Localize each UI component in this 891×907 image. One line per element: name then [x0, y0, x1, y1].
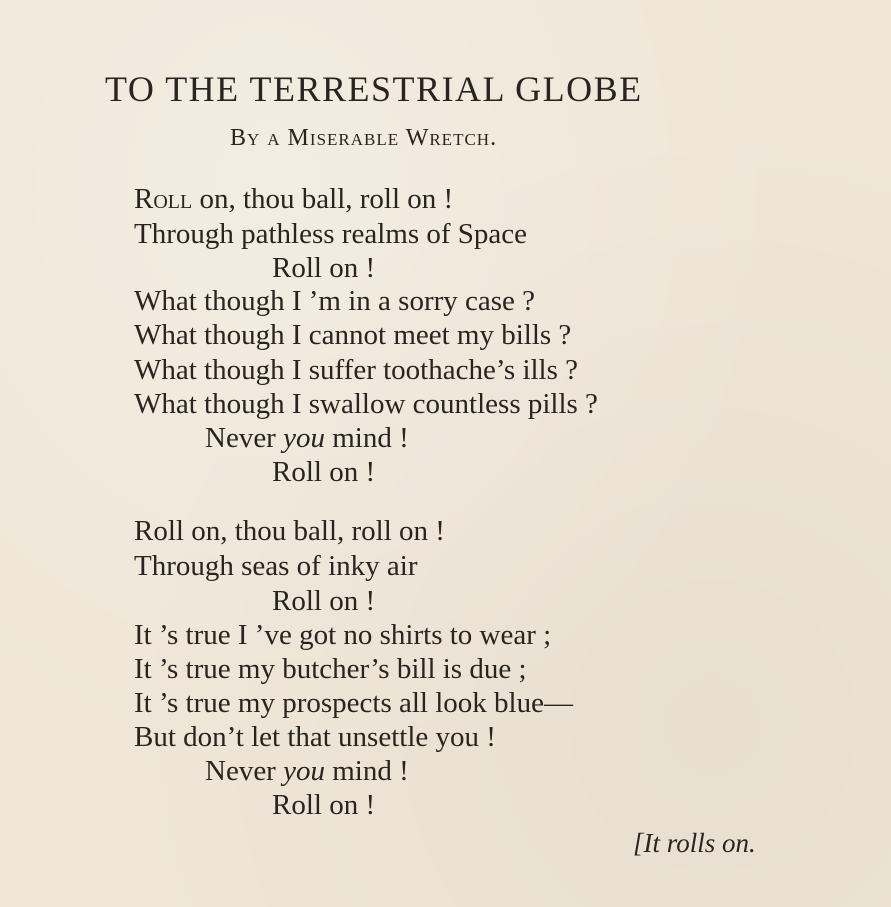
- stanza1-line4: What though I ’m in a sorry case ?: [134, 285, 536, 317]
- stanza1-line9: Roll on !: [272, 456, 376, 488]
- stanza1-line8-c: mind !: [324, 422, 409, 454]
- stanza1-line8-emphasis: you: [283, 422, 325, 454]
- stanza2-line8-c: mind !: [324, 755, 409, 787]
- stanza1-line6: What though I suffer toothache’s ills ?: [134, 354, 579, 386]
- stanza1-line2: Through pathless realms of Space: [134, 218, 528, 250]
- stanza2-line3: Roll on !: [272, 585, 376, 617]
- stanza1-line3: Roll on !: [272, 252, 376, 284]
- stanza2-line8-a: Never: [205, 755, 284, 787]
- stanza1-line1: [134, 185, 453, 214]
- stanza1-line8: [205, 424, 409, 453]
- stanza2-line6: It ’s true my prospects all look blue—: [134, 687, 573, 719]
- poem-title: TO THE TERRESTRIAL GLOBE: [105, 69, 643, 109]
- stanza1-line5: What though I cannot meet my bills ?: [134, 319, 572, 351]
- stanza2-line1: Roll on, thou ball, roll on !: [134, 515, 445, 547]
- stanza2-line9: Roll on !: [272, 789, 376, 821]
- stanza1-line7: What though I swallow countless pills ?: [134, 388, 598, 420]
- stanza1-line1-first-word: Roll: [134, 183, 193, 215]
- stanza2-line2: Through seas of inky air: [134, 550, 418, 582]
- stanza2-line7: But don’t let that unsettle you !: [134, 721, 496, 753]
- poem-byline: By a Miserable Wretch.: [230, 125, 498, 151]
- stanza2-line8-emphasis: you: [283, 755, 325, 787]
- stanza2-line4: It ’s true I ’ve got no shirts to wear ;: [134, 619, 552, 651]
- stanza2-line8: [205, 757, 409, 786]
- stanza1-line1-rest: on, thou ball, roll on !: [192, 183, 454, 215]
- stanza2-line5: It ’s true my butcher’s bill is due ;: [134, 653, 527, 685]
- stanza1-line8-a: Never: [205, 422, 284, 454]
- stage-direction: [It rolls on.: [633, 828, 756, 858]
